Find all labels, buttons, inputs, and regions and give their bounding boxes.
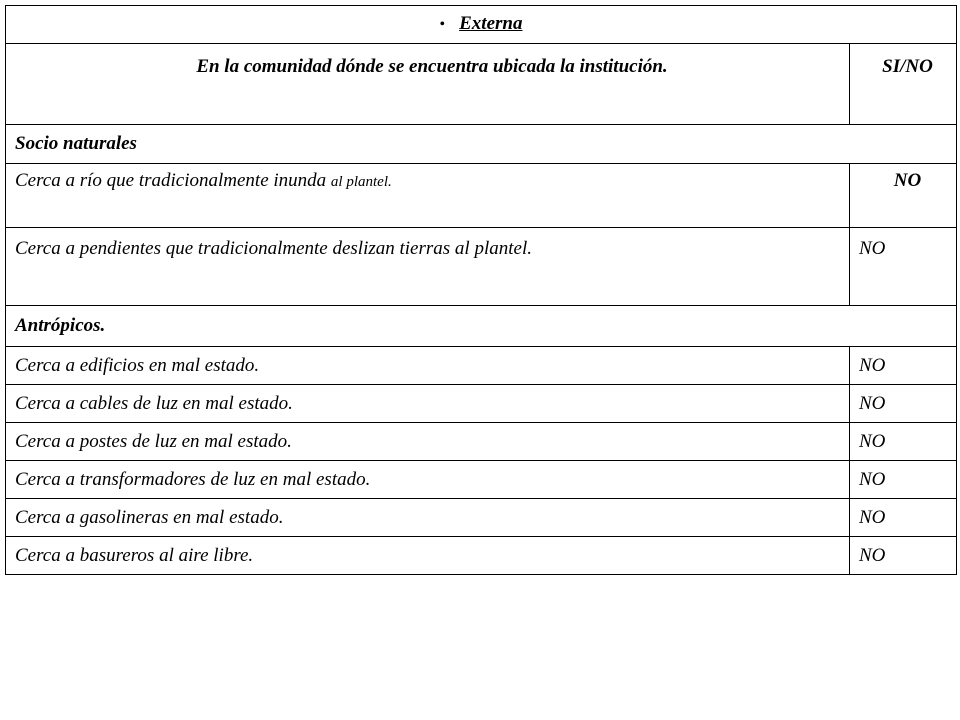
row-question: Cerca a pendientes que tradicionalmente deslizan tierras al plantel. [6,228,850,306]
section-title-antropicos: Antrópicos. [6,306,957,347]
row-answer: NO [850,499,957,537]
table-row [6,537,957,575]
header-answer: SI/NO [850,44,957,125]
row-question: Cerca a cables de luz en mal estado. [6,385,850,423]
row-question-main: Cerca a río que tradicionalmente inunda [15,170,331,191]
row-question: Cerca a transformadores de luz en mal estado. [6,461,850,499]
row-answer: NO [850,164,957,228]
header-question: En la comunidad dónde se encuentra ubicada la institución. [6,44,850,125]
table-row [6,385,957,423]
section-row [6,306,957,347]
row-answer: NO [850,423,957,461]
row-answer: NO [850,347,957,385]
row-answer: NO [850,228,957,306]
table-title: Externa [459,13,523,34]
section-title-socio-naturales: Socio naturales [6,125,957,164]
table-title-cell [6,6,957,44]
row-question: Cerca a edificios en mal estado. [6,347,850,385]
table-row [6,228,957,306]
row-answer: NO [850,537,957,575]
table-title-row [6,6,957,44]
risk-assessment-table [5,5,957,575]
table-row [6,347,957,385]
table-header-row [6,44,957,125]
row-question: Cerca a gasolineras en mal estado. [6,499,850,537]
table-row [6,164,957,228]
table-row [6,423,957,461]
table-row [6,461,957,499]
section-row [6,125,957,164]
table-row [6,499,957,537]
bullet-icon: • [439,16,446,33]
row-question: Cerca a basureros al aire libre. [6,537,850,575]
row-question: Cerca a postes de luz en mal estado. [6,423,850,461]
row-answer: NO [850,461,957,499]
row-question-small: al plantel. [330,174,392,190]
row-answer: NO [850,385,957,423]
row-question [6,164,850,228]
